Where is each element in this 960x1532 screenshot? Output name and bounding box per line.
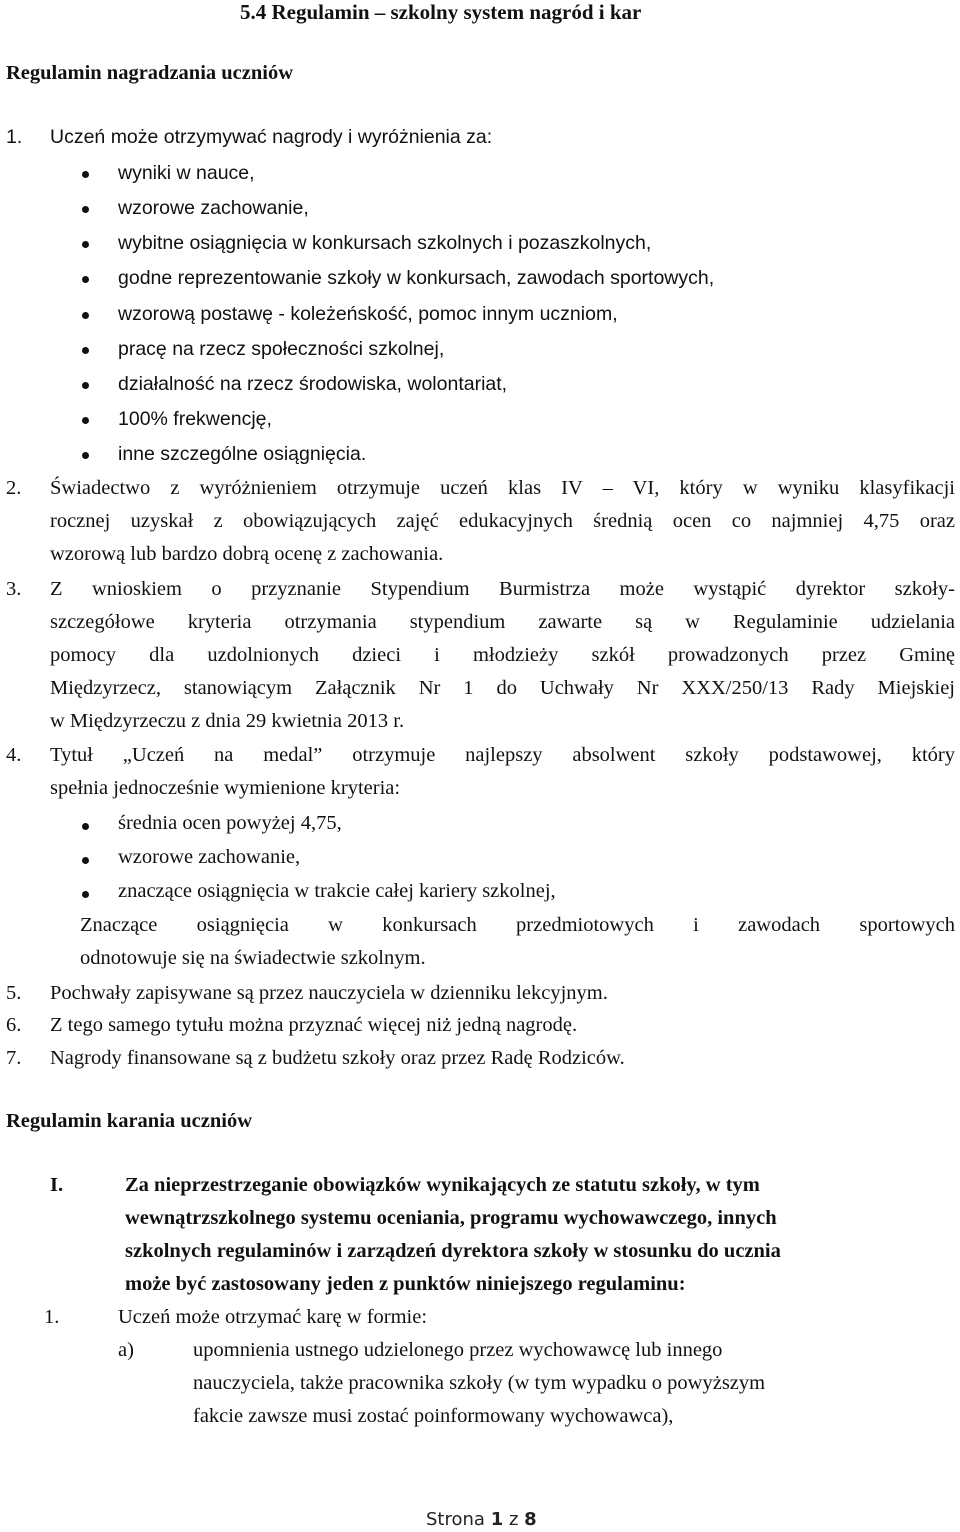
penalties-intro-line: szkolnych regulaminów i zarządzeń dyrektora szkoły w stosunku do ucznia — [125, 1240, 781, 1262]
list-item: średnia ocen powyżej 4,75, — [118, 812, 342, 834]
rewards-p5-text: Pochwały zapisywane są przez nauczyciela w dzienniku lekcyjnym. — [50, 982, 608, 1004]
list-item: godne reprezentowanie szkoły w konkursach, zawodach sportowych, — [118, 267, 715, 289]
bullet-dot — [82, 312, 89, 319]
bullet-dot — [82, 171, 89, 178]
rewards-p7-number: 7. — [6, 1047, 22, 1069]
list-item: 100% frekwencję, — [118, 408, 272, 430]
penalties-intro-line: Za nieprzestrzeganie obowiązków wynikających ze statutu szkoły, w tym — [125, 1174, 760, 1196]
rewards-p3-line: Z wnioskiem o przyznanie Stypendium Burmistrza może wystąpić dyrektor szkoły- — [50, 578, 955, 600]
rewards-p2-number: 2. — [6, 477, 22, 499]
rewards-p3-line: Międzyrzecz, stanowiącym Załącznik Nr 1 do Uchwały Nr XXX/250/13 Rady Miejskiej — [50, 677, 955, 699]
bullet-dot — [82, 241, 89, 248]
page-title: 5.4 Regulamin – szkolny system nagród i kar — [240, 0, 642, 24]
rewards-p3-line: w Międzyrzeczu z dnia 29 kwietnia 2013 r. — [50, 710, 405, 732]
bullet-dot — [82, 276, 89, 283]
rewards-p3-number: 3. — [6, 578, 22, 600]
footer-current-page: 1 — [490, 1509, 504, 1530]
rewards-p2-line: rocznej uzyskał z obowiązujących zajęć edukacyjnych średnią ocen co najmniej 4,75 oraz — [50, 510, 955, 532]
penalties-a-line: fakcie zawsze musi zostać poinformowany wychowawca), — [193, 1405, 674, 1427]
list-item: wybitne osiągnięcia w konkursach szkolnych i pozaszkolnych, — [118, 232, 652, 254]
rewards-p1-number: 1. — [6, 126, 23, 148]
rewards-p4-line: spełnia jednocześnie wymienione kryteria: — [50, 777, 401, 799]
bullet-dot — [82, 891, 89, 898]
page-footer — [426, 1509, 537, 1530]
penalties-intro-line: może być zastosowany jeden z punktów niniejszego regulaminu: — [125, 1273, 686, 1295]
list-item: znaczące osiągnięcia w trakcie całej kariery szkolnej, — [118, 880, 556, 902]
rewards-heading: Regulamin nagradzania uczniów — [6, 62, 294, 84]
bullet-dot — [82, 347, 89, 354]
list-item: wzorową postawę - koleżeńskość, pomoc innym uczniom, — [118, 303, 618, 325]
rewards-p6-text: Z tego samego tytułu można przyznać więcej niż jedną nagrodę. — [50, 1014, 578, 1036]
bullet-dot — [82, 206, 89, 213]
rewards-p5-number: 5. — [6, 982, 22, 1004]
rewards-p3-line: pomocy dla uzdolnionych dzieci i młodzieży szkół prowadzonych przez Gminę — [50, 644, 955, 666]
list-item: pracę na rzecz społeczności szkolnej, — [118, 338, 445, 360]
penalties-a-label: a) — [118, 1339, 134, 1361]
rewards-p4-note: odnotowuje się na świadectwie szkolnym. — [80, 947, 426, 969]
footer-total-pages: 8 — [524, 1509, 537, 1530]
bullet-dot — [82, 417, 89, 424]
bullet-dot — [82, 452, 89, 459]
rewards-p2-line: wzorową lub bardzo dobrą ocenę z zachowania. — [50, 543, 444, 565]
penalties-a-line: upomnienia ustnego udzielonego przez wychowawcę lub innego — [193, 1339, 723, 1361]
bullet-dot — [82, 857, 89, 864]
rewards-p2-line: Świadectwo z wyróżnieniem otrzymuje uczeń klas IV – VI, który w wyniku klasyfikacji — [50, 477, 955, 499]
rewards-p3-line: szczegółowe kryteria otrzymania stypendium zawarte są w Regulaminie udzielania — [50, 611, 955, 633]
list-item: wzorowe zachowanie, — [118, 197, 309, 219]
rewards-p4-line: Tytuł „Uczeń na medal” otrzymuje najlepszy absolwent szkoły podstawowej, który — [50, 744, 955, 766]
penalties-intro-line: wewnątrzszkolnego systemu oceniania, programu wychowawczego, innych — [125, 1207, 777, 1229]
footer-of: z — [508, 1509, 519, 1530]
penalties-a-line: nauczyciela, także pracownika szkoły (w tym wypadku o powyższym — [193, 1372, 766, 1394]
rewards-p1-text: Uczeń może otrzymywać nagrody i wyróżnienia za: — [50, 126, 493, 148]
footer-label: Strona — [426, 1509, 485, 1530]
list-item: wyniki w nauce, — [118, 162, 255, 184]
penalties-item1-number: 1. — [44, 1306, 60, 1328]
rewards-p6-number: 6. — [6, 1014, 22, 1036]
penalties-roman-number: I. — [50, 1174, 64, 1196]
bullet-dot — [82, 823, 89, 830]
list-item: wzorowe zachowanie, — [118, 846, 301, 868]
list-item: działalność na rzecz środowiska, wolontariat, — [118, 373, 508, 395]
penalties-heading: Regulamin karania uczniów — [6, 1110, 253, 1132]
rewards-p4-note: Znaczące osiągnięcia w konkursach przedmiotowych i zawodach sportowych — [80, 914, 955, 936]
bullet-dot — [82, 382, 89, 389]
rewards-p7-text: Nagrody finansowane są z budżetu szkoły oraz przez Radę Rodziców. — [50, 1047, 625, 1069]
rewards-p4-number: 4. — [6, 744, 22, 766]
list-item: inne szczególne osiągnięcia. — [118, 443, 367, 465]
penalties-item1-text: Uczeń może otrzymać karę w formie: — [118, 1306, 428, 1328]
